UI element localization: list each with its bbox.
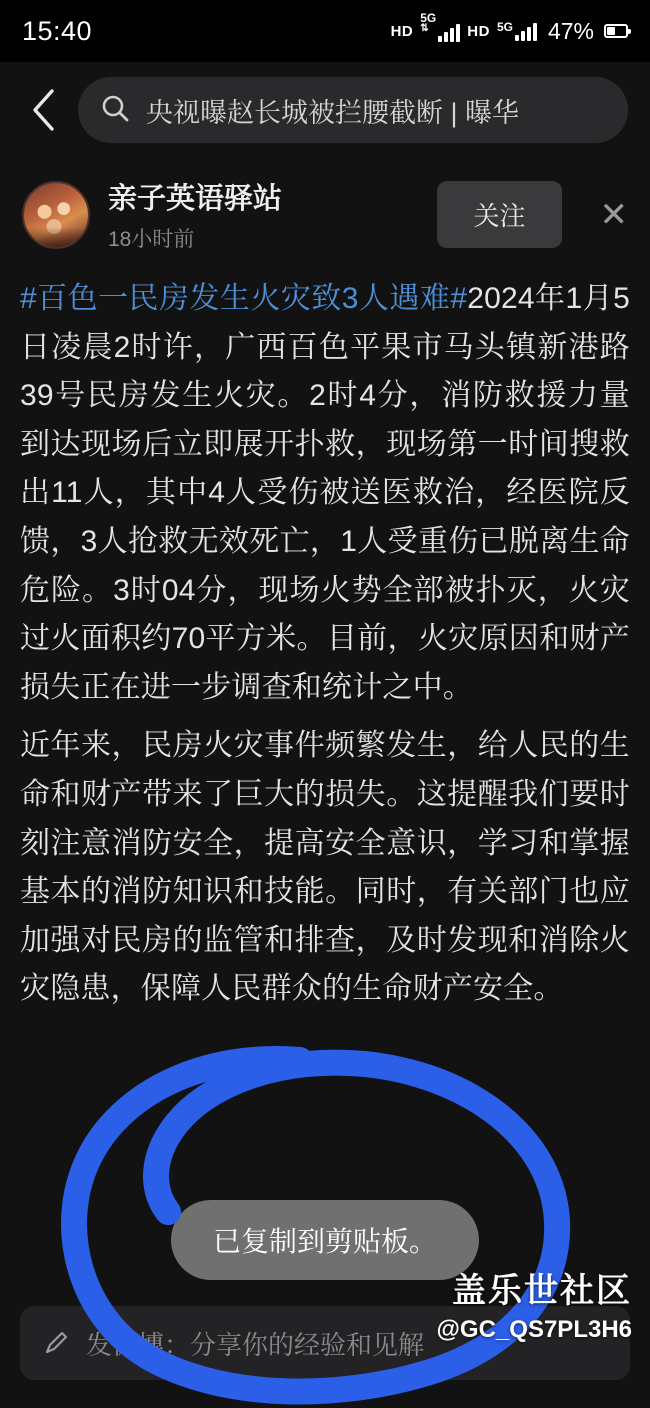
author-name[interactable]: 亲子英语驿站	[108, 183, 283, 215]
post-paragraph-2: 近年来，民房火灾事件频繁发生，给人民的生命和财产带来了巨大的损失。这提醒我们要时刻注意消防安全，提高安全意识，学习和掌握基本的消防知识和技能。同时，有关部门也应加强对民房的监管和排查，及时发现和消除火灾隐患，保障人民群众的生命财产安全。	[20, 729, 630, 1006]
post-timestamp: 18小时前	[108, 228, 195, 251]
app-header	[0, 62, 650, 158]
status-time: 15:40	[22, 15, 93, 46]
search-icon	[100, 93, 130, 128]
close-icon[interactable]: ✕	[599, 195, 628, 234]
data-transfer-icon: ⇅	[420, 23, 429, 34]
clipboard-toast: 已复制到剪贴板。	[171, 1200, 479, 1280]
search-value: 央视曝赵长城被拦腰截断 | 曝华	[146, 97, 520, 128]
avatar[interactable]	[22, 181, 90, 249]
signal-bars-left	[438, 22, 460, 42]
search-input[interactable]	[78, 77, 628, 143]
5g-icon-left: 5G ⇅	[420, 11, 437, 34]
signal-bars-right	[515, 21, 537, 41]
pencil-icon	[42, 1329, 70, 1357]
post-content	[0, 263, 650, 1014]
hd-icon-right: HD	[467, 22, 490, 40]
author-meta	[108, 176, 282, 253]
5g-icon-right: 5G	[496, 20, 513, 34]
network-right	[497, 21, 537, 41]
status-bar	[0, 0, 650, 62]
comment-input-bar[interactable]	[20, 1306, 630, 1380]
post-paragraph-1	[20, 275, 630, 712]
author-row	[0, 158, 650, 263]
post-paragraph-1-text: 2024年1月5日凌晨2时许，广西百色平果市马头镇新港路39号民房发生火灾。2时4分，消防救援力量到达现场后立即展开扑救，现场第一时间搜救出11人，其中4人受伤被送医救治，经医院反馈，3人抢救无效死亡，1人受重伤已脱离生命危险。3时04分，现场火势全部被扑灭，火灾过火面积约70平方米。目前，火灾原因和财产损失正在进一步调查和统计之中。	[20, 282, 630, 704]
hd-icon-left: HD	[390, 22, 414, 40]
battery-icon	[604, 24, 628, 38]
comment-placeholder: 发微博：分享你的经验和见解	[86, 1329, 425, 1360]
back-arrow-icon[interactable]	[22, 89, 64, 131]
watermark-title: 盖乐世社区	[452, 1272, 632, 1310]
watermark-handle: @GC_QS7PL3H6	[436, 1316, 632, 1343]
status-indicators	[390, 11, 628, 45]
network-left	[420, 11, 460, 42]
hashtag-link[interactable]: #百色一民房发生火灾致3人遇难#	[20, 282, 468, 315]
battery-percent: 47%	[547, 17, 594, 44]
follow-button[interactable]: 关注	[437, 181, 561, 248]
